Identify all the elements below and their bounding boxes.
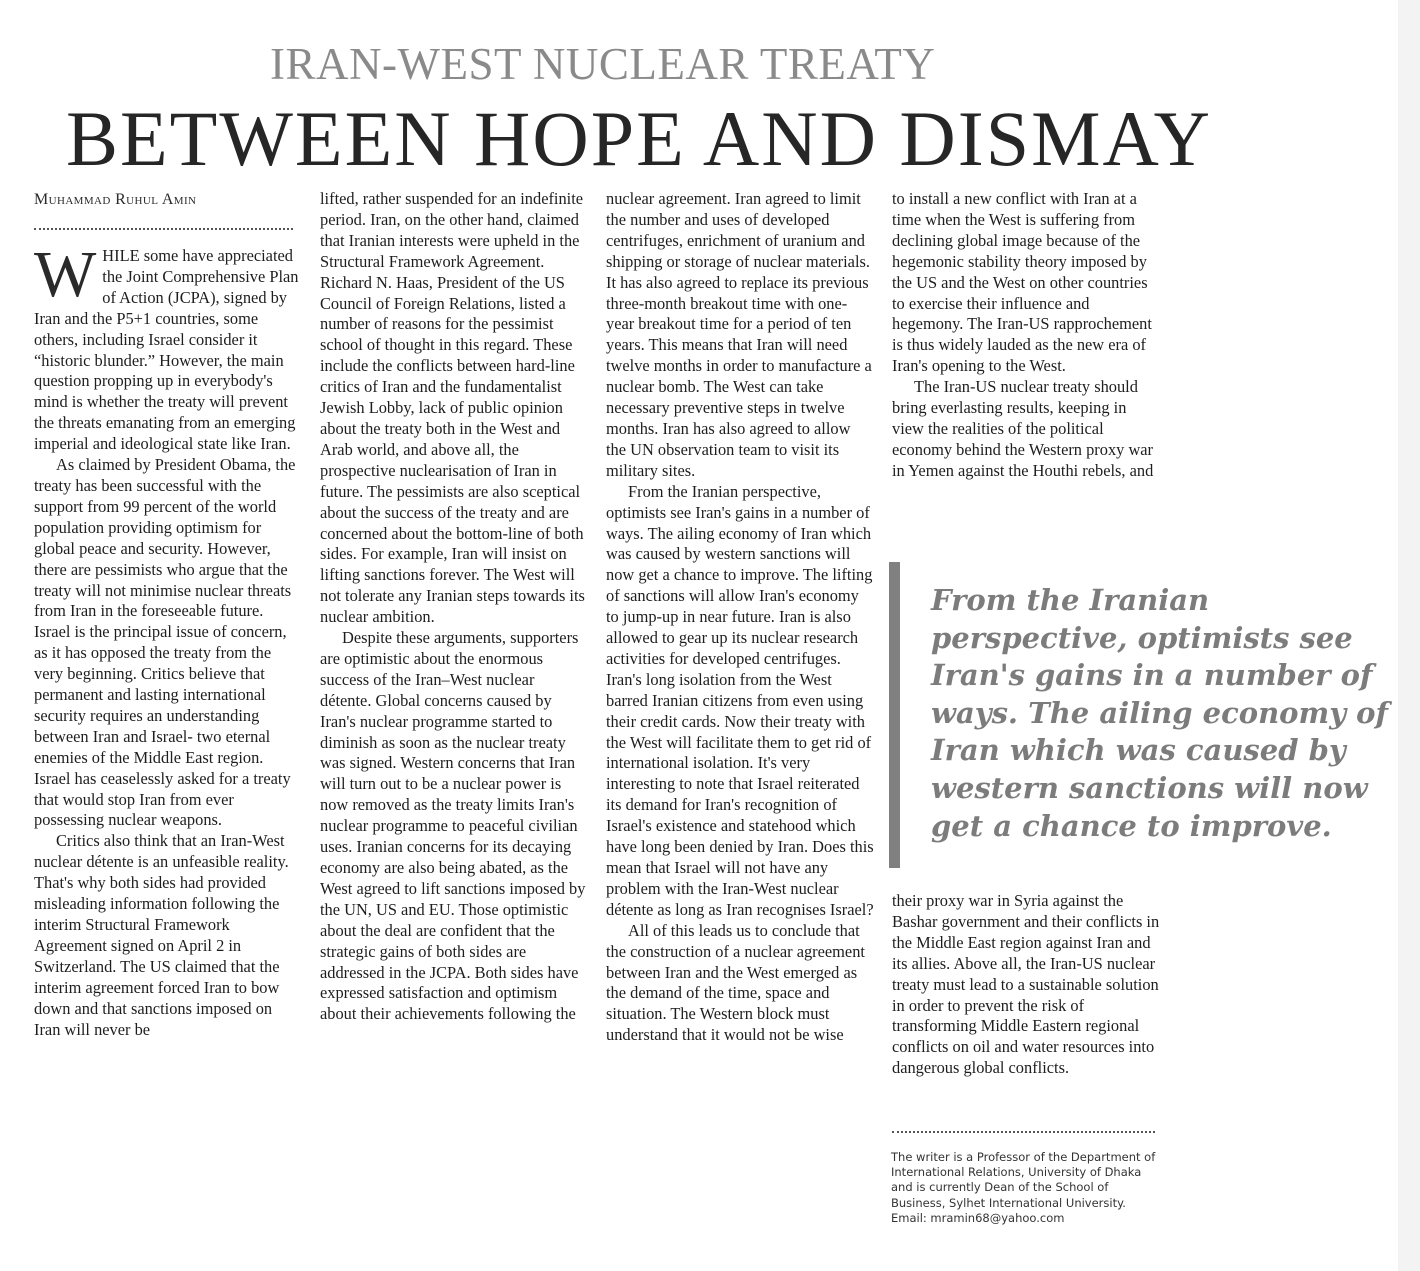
article-column-4-bottom: [892, 891, 1160, 1079]
paragraph: their proxy war in Syria against the Bashar government and their conflicts in the Middle East region against Iran and its allies. Above all, the Iran-US nuclear treaty must lead to a sustainable solution in order to prevent the risk of transforming Middle Eastern regional conflicts on oil and water resources into dangerous global conflicts.: [892, 891, 1160, 1078]
byline: Muhammad Ruhul Amin: [34, 191, 197, 208]
drop-cap: W: [34, 238, 97, 311]
paragraph: to install a new conflict with Iran at a time when the West is suffering from declining global image because of the hegemonic stability theory imposed by the US and the West on other countries to exercise their influence and hegemony. The Iran-US rapprochement is thus widely lauded as the new era of Iran's opening to the West.: [892, 189, 1152, 376]
bio-email: Email: mramin68@yahoo.com: [891, 1210, 1065, 1225]
author-bio: [891, 1150, 1161, 1226]
pull-quote-text: From the Iranian perspective, optimists see Iran's gains in a number of ways. The ailing economy of Iran which was caused by western sanctions will now get a chance to improve.: [931, 583, 1388, 843]
headline: BETWEEN HOPE AND DISMAY: [66, 95, 1212, 182]
article-column-3: [606, 189, 874, 1046]
bio-text: The writer is a Professor of the Department of International Relations, University of Dhaka and is currently Dean of the School of Business, Sylhet International University.: [891, 1150, 1156, 1210]
kicker-title: IRAN-WEST NUCLEAR TREATY: [270, 39, 936, 89]
paragraph: [34, 238, 300, 455]
paragraph-text: HILE some have appreciated the Joint Comprehensive Plan of Action (JCPA), signed by Iran and the P5+1 countries, some others, including Israel consider it “historic blunder.” However, the main question propping up in everybody's mind is whether the treaty will prevent the threats emanating from an emerging imperial and ideological state like Iran.: [34, 246, 299, 454]
paragraph: The Iran-US nuclear treaty should bring everlasting results, keeping in view the realities of the political economy behind the Western proxy war in Yemen against the Houthi rebels, and: [892, 377, 1154, 480]
byline-divider: [34, 228, 293, 230]
article-column-4-top: [892, 189, 1160, 482]
bio-divider: [892, 1131, 1155, 1133]
article-column-2: [320, 189, 586, 1025]
pull-quote: [889, 562, 1405, 868]
paragraph: lifted, rather suspended for an indefinite period. Iran, on the other hand, claimed that Iranian interests were upheld in the Structural Framework Agreement. Richard N. Haas, President of the US Council of Foreign Relations, listed a number of reasons for the pessimist school of thought in this regard. These include the conflicts between hard-line critics of Iran and the fundamentalist Jewish Lobby, lack of public opinion about the treaty both in the West and Arab world, and above all, the prospective nuclearisation of Iran in future. The pessimists are also sceptical about the success of the treaty and are concerned about the bottom-line of both sides. For example, Iran will insist on lifting sanctions forever. The West will not tolerate any Iranian steps towards its nuclear ambition.: [320, 189, 585, 627]
paragraph: Despite these arguments, supporters are optimistic about the enormous success of the Iran–West nuclear détente. Global concerns caused by Iran's nuclear programme started to diminish as soon as the nuclear treaty was signed. Western concerns that Iran will turn out to be a nuclear power is now removed as the treaty limits Iran's nuclear programme to peaceful civilian uses. Iranian concerns for its decaying economy are also being abated, as the West agreed to lift sanctions imposed by the UN, US and EU. Those optimistic about the deal are confident that the strategic gains of both sides are addressed in the JCPA. Both sides have expressed satisfaction and optimism about their achievements following the: [320, 628, 586, 1024]
paragraph: All of this leads us to conclude that the construction of a nuclear agreement between Iran and the West emerged as the demand of the time, space and situation. The Western block must understand that it would not be wise: [606, 920, 865, 1045]
paragraph: nuclear agreement. Iran agreed to limit the number and uses of developed centrifuges, enrichment of uranium and shipping or storage of nuclear materials. It has also agreed to replace its previous three-month breakout time with one-year breakout time for a period of ten years. This means that Iran will need twelve months in order to manufacture a nuclear bomb. The West can take necessary preventive steps in twelve months. Iran has also agreed to allow the UN observation team to visit its military sites.: [606, 189, 872, 480]
paragraph: As claimed by President Obama, the treaty has been successful with the support from 99 percent of the world population providing optimism for global peace and security. However, there are pessimists who argue that the treaty will not minimise nuclear threats from Iran in the foreseeable future. Israel is the principal issue of concern, as it has opposed the treaty from the very beginning. Critics believe that permanent and lasting international security requires an understanding between Iran and Israel- two eternal enemies of the Middle East region. Israel has ceaselessly asked for a treaty that would stop Iran from ever possessing nuclear weapons.: [34, 455, 296, 830]
paragraph: From the Iranian perspective, optimists see Iran's gains in a number of ways. The ailing economy of Iran which was caused by western sanctions will now get a chance to improve. The lifting of sanctions will allow Iran's economy to jump-up in near future. Iran is also allowed to gear up its nuclear research activities for developed centrifuges. Iran's long isolation from the West barred Iranian citizens from even using their credit cards. Now their treaty with the West will facilitate them to get rid of international isolation. It's very interesting to note that Israel reiterated its demand for Iran's recognition of Israel's existence and statehood which have long been denied by Iran. Does this mean that Israel will not have any problem with the Iran-West nuclear détente as long as Iran recognises Israel?: [606, 481, 874, 919]
paragraph: Critics also think that an Iran-West nuclear détente is an unfeasible reality. That's why both sides had provided misleading information following the interim Structural Framework Agreement signed on April 2 in Switzerland. The US claimed that the interim agreement forced Iran to bow down and that sanctions imposed on Iran will never be: [34, 831, 289, 1039]
article-column-1: [34, 238, 300, 1040]
